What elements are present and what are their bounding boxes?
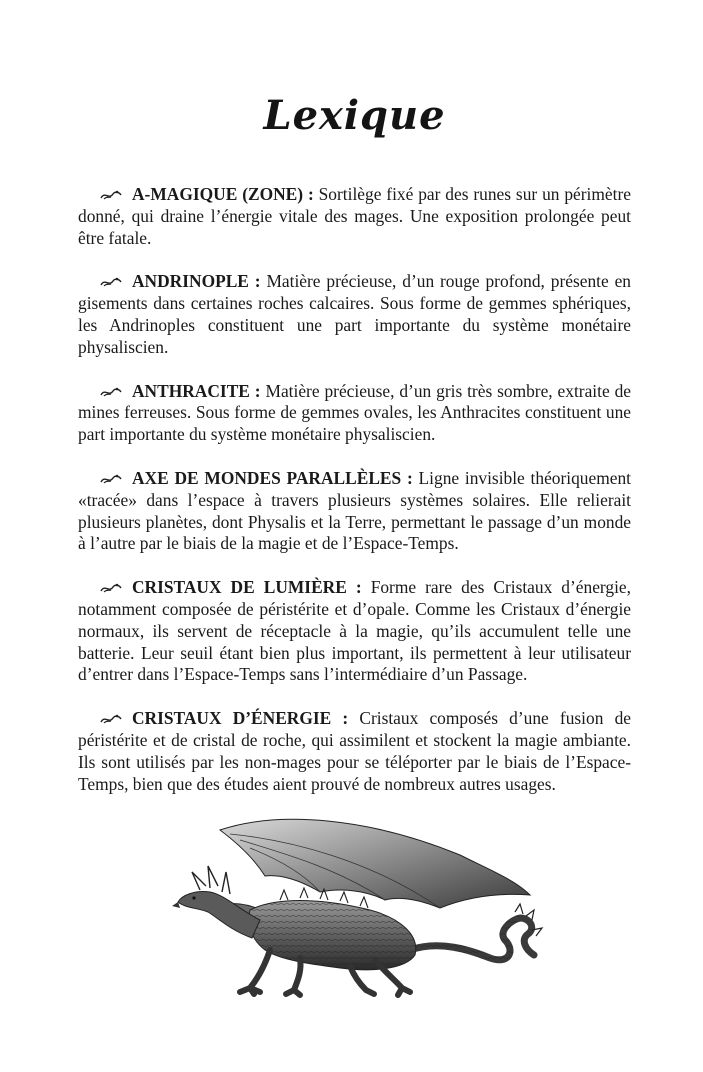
entry-term: ANDRINOPLE :	[132, 271, 261, 292]
page-title: Lexique	[263, 92, 446, 139]
lexicon-entry	[78, 381, 631, 446]
lexicon-entry	[78, 708, 631, 795]
entry-term: A-MAGIQUE (ZONE) :	[132, 184, 314, 204]
entry-term: CRISTAUX D’ÉNERGIE :	[132, 708, 349, 729]
entry-definition: Cristaux composés d’une fusion de péristérite et de cristal de roche, qui assimilent et stockent la magie ambiante. Ils sont utilisés par les non-mages pour se téléporter par le biais de l’Espace-Temps, bien que des études aient prouvé de nombreux autres usages.	[78, 708, 631, 794]
entry-definition: Forme rare des Cristaux d’énergie, notamment composée de péristérite et d’opale. Comme les Cristaux d’énergie normaux, ils servent de réceptacle à la magie, qu’ils accumulent telle une batterie. Leur seuil étant bien plus important, ils permettent à leur utilisateur d’entrer dans l’Espace-Temps sans l’intermédiaire d’un Passage.	[78, 577, 631, 685]
fleuron-icon	[100, 386, 122, 398]
fleuron-icon	[100, 189, 122, 201]
entry-term: AXE DE MONDES PARALLÈLES :	[132, 467, 413, 488]
entry-term: ANTHRACITE :	[132, 380, 261, 401]
entry-definition: Matière précieuse, d’un gris très sombre, extraite de mines ferreuses. Sous forme de gemmes ovales, les Anthracites constituent une part importante du système monétaire physaliscien.	[78, 380, 631, 445]
entry-term: CRISTAUX DE LUMIÈRE :	[132, 577, 362, 598]
entry-definition: Ligne invisible théoriquement «tracée» dans l’espace à travers plusieurs systèmes solaires. Elle relierait plusieurs planètes, dont Physalis et la Terre, permettant le passage d’un monde à l’autre par le biais de la magie et de l’Espace-Temps.	[78, 467, 631, 554]
fleuron-icon	[100, 582, 122, 594]
entry-definition: Sortilège fixé par des runes sur un périmètre donné, qui draine l’énergie vitale des mages. Une exposition prolongée peut être fatale.	[78, 184, 631, 248]
lexicon-page	[78, 88, 631, 817]
fleuron-icon	[100, 473, 122, 485]
dragon-illustration	[170, 800, 550, 1000]
lexicon-entry	[78, 271, 631, 358]
fleuron-icon	[100, 276, 122, 288]
fleuron-icon	[100, 713, 122, 725]
lexicon-entry	[78, 184, 631, 249]
lexicon-entry	[78, 468, 631, 555]
entry-definition: Matière précieuse, d’un rouge profond, présente en gisements dans certaines roches calcaires. Sous forme de gemmes sphériques, les Andrinoples constituent une part importante du système monétaire physaliscien.	[78, 271, 631, 357]
lexicon-entry	[78, 577, 631, 686]
